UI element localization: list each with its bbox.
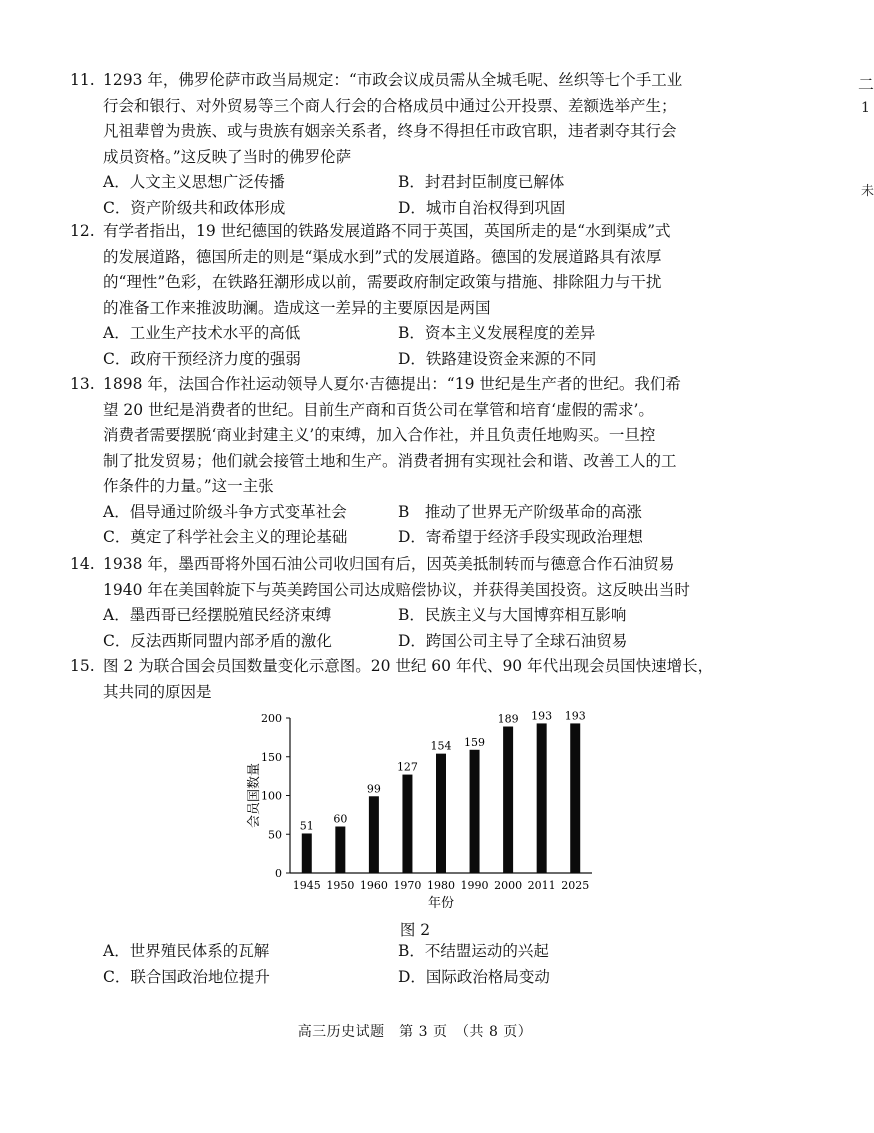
question-number: 11. <box>70 71 95 89</box>
bar-value-label: 51 <box>299 819 314 833</box>
options-row <box>70 629 770 655</box>
bar-value-label: 189 <box>497 712 519 726</box>
question-number: 15. <box>70 657 95 675</box>
bar-value-label: 159 <box>464 735 486 749</box>
y-axis-title: 会员国数量 <box>247 762 262 829</box>
question-stem-line: 1940 年在美国斡旋下与英美跨国公司达成赔偿协议，并获得美国投资。这反映出当时 <box>103 580 690 599</box>
bar-value-label: 193 <box>564 709 586 723</box>
bar <box>402 775 412 873</box>
option-a[interactable]: A．世界殖民体系的瓦解 <box>103 942 270 960</box>
question-stem-line: 有学者指出，19 世纪德国的铁路发展道路不同于英国，英国所走的是“水到渠成”式 <box>103 222 671 240</box>
y-tick-label: 150 <box>261 750 282 764</box>
bar <box>570 723 580 873</box>
question-stem-line: 行会和银行、对外贸易等三个商人行会的合格成员中通过公开投票、差额选举产生； <box>103 96 677 115</box>
question-stem-line: 的准备工作来推波助澜。造成这一差异的主要原因是两国 <box>103 298 491 317</box>
bar-value-label: 154 <box>430 739 452 753</box>
option-a[interactable]: A．墨西哥已经摆脱殖民经济束缚 <box>103 606 332 624</box>
option-c[interactable]: C．反法西斯同盟内部矛盾的激化 <box>103 631 332 650</box>
question-12 <box>70 219 770 372</box>
question-stem-line: 望 20 世纪是消费者的世纪。目前生产商和百货公司在掌管和培育‘虚假的需求’。 <box>103 400 654 419</box>
question-14 <box>70 552 770 654</box>
y-tick-label: 200 <box>261 712 282 725</box>
bar <box>503 727 513 873</box>
option-b[interactable]: B．资本主义发展程度的差异 <box>398 324 596 342</box>
option-a[interactable]: A．人文主义思想广泛传播 <box>103 173 285 191</box>
x-tick-label: 1970 <box>393 879 422 892</box>
question-stem-line: 1938 年，墨西哥将外国石油公司收归国有后，因英美抵制转而与德意合作石油贸易 <box>103 555 675 573</box>
edge-mark: 1 <box>861 100 870 116</box>
options-row <box>70 500 770 526</box>
question-stem-line: 消费者需要摆脱‘商业封建主义’的束缚，加入合作社，并且负责任地购买。一旦控 <box>103 426 656 444</box>
x-tick-label: 2025 <box>561 879 590 892</box>
question-15 <box>70 654 770 705</box>
bar <box>470 750 480 873</box>
options-row <box>70 347 770 373</box>
edge-mark: 二 <box>858 75 874 94</box>
option-d[interactable]: D．寄希望于经济手段实现政治理想 <box>398 528 643 546</box>
options-row <box>70 321 770 347</box>
question-stem-line: 凡祖辈曾为贵族、或与贵族有姻亲关系者，终身不得担任市政官职，违者剥夺其行会 <box>103 122 677 140</box>
option-c[interactable]: C．资产阶级共和政体形成 <box>103 198 286 217</box>
page-footer: 高三历史试题 第 3 页 （共 8 页） <box>297 1024 533 1040</box>
bar <box>436 754 446 873</box>
question-stem-line: 的发展道路，德国所走的则是“渠成水到”式的发展道路。德国的发展道路具有浓厚 <box>103 247 662 266</box>
bar <box>335 827 345 874</box>
option-b[interactable]: B．封君封臣制度已解体 <box>398 173 565 191</box>
bar-value-label: 99 <box>366 782 381 796</box>
option-d[interactable]: D．国际政治格局变动 <box>398 967 550 986</box>
question-stem-line: 制了批发贸易；他们就会接管土地和生产。消费者拥有实现社会和谐、改善工人的工 <box>103 451 677 470</box>
option-b[interactable]: B．不结盟运动的兴起 <box>398 942 549 960</box>
options-row <box>70 196 770 222</box>
option-d[interactable]: D．铁路建设资金来源的不同 <box>398 349 597 368</box>
option-d[interactable]: D．跨国公司主导了全球石油贸易 <box>398 631 628 650</box>
question-stem-line: 成员资格。”这反映了当时的佛罗伦萨 <box>103 147 352 166</box>
bar <box>302 833 312 873</box>
y-tick-label: 50 <box>268 828 282 842</box>
figure-caption: 图 2 <box>399 921 431 939</box>
option-c[interactable]: C．联合国政治地位提升 <box>103 967 270 986</box>
question-15-options <box>70 939 770 990</box>
x-tick-label: 1945 <box>292 879 321 892</box>
y-tick-label: 0 <box>275 867 282 880</box>
x-tick-label: 1980 <box>427 879 455 892</box>
options-row <box>70 965 770 991</box>
x-axis-title: 年份 <box>427 896 455 911</box>
options-row <box>70 525 770 551</box>
option-a[interactable]: A．倡导通过阶级斗争方式变革社会 <box>103 502 347 521</box>
bar <box>537 723 547 873</box>
figure-2-chart <box>240 708 600 938</box>
option-b[interactable]: B 推动了世界无产阶级革命的高涨 <box>398 502 642 521</box>
bar-value-label: 60 <box>333 812 348 826</box>
question-stem-line: 1898 年，法国合作社运动领导人夏尔·吉德提出：“19 世纪是生产者的世纪。我们希 <box>103 375 681 393</box>
options-row <box>70 170 770 196</box>
options-row <box>70 939 770 965</box>
x-tick-label: 2000 <box>494 879 523 892</box>
question-11 <box>70 68 770 221</box>
edge-mark: 未 <box>861 184 874 199</box>
bar-value-label: 127 <box>396 760 418 774</box>
option-d[interactable]: D．城市自治权得到巩固 <box>398 198 566 217</box>
question-number: 13. <box>70 375 95 393</box>
question-number: 14. <box>70 555 95 573</box>
options-row <box>70 603 770 629</box>
question-stem-line: 图 2 为联合国会员国数量变化示意图。20 世纪 60 年代、90 年代出现会员国快速增长， <box>103 657 714 675</box>
option-c[interactable]: C．政府干预经济力度的强弱 <box>103 349 301 368</box>
question-13 <box>70 372 770 551</box>
question-stem-line: 其共同的原因是 <box>103 682 212 701</box>
question-stem-line: 1293 年，佛罗伦萨市政当局规定：“市政会议成员需从全城毛呢、丝织等七个手工业 <box>103 71 683 89</box>
question-number: 12. <box>70 222 95 240</box>
option-b[interactable]: B．民族主义与大国博弈相互影响 <box>398 606 627 624</box>
option-c[interactable]: C．奠定了科学社会主义的理论基础 <box>103 528 348 546</box>
bar <box>369 796 379 873</box>
x-tick-label: 1950 <box>326 879 355 892</box>
x-tick-label: 2011 <box>527 879 556 892</box>
question-stem-line: 的“理性”色彩，在铁路狂潮形成以前，需要政府制定政策与措施、排除阻力与干扰 <box>103 273 662 291</box>
bar-value-label: 193 <box>531 709 553 723</box>
x-tick-label: 1960 <box>359 879 388 892</box>
x-tick-label: 1990 <box>460 879 489 892</box>
option-a[interactable]: A．工业生产技术水平的高低 <box>103 324 301 342</box>
question-stem-line: 作条件的力量。”这一主张 <box>103 477 274 495</box>
y-tick-label: 100 <box>261 789 282 803</box>
bar-chart <box>240 708 600 918</box>
